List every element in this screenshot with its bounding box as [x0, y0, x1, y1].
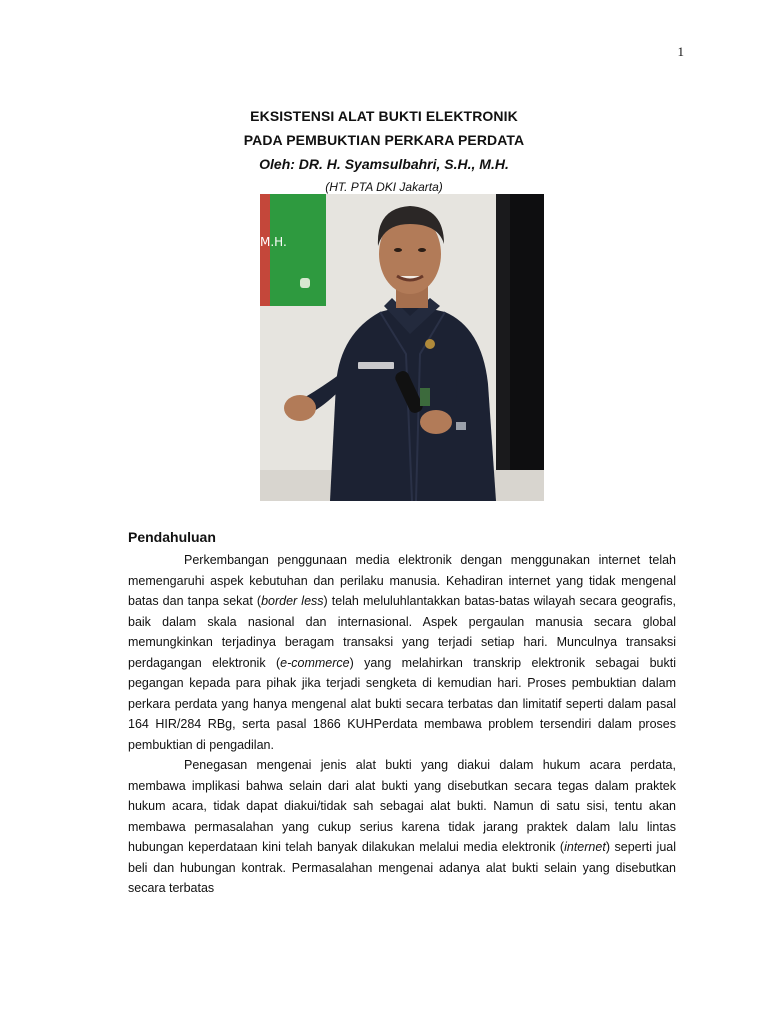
screen-text: M.H. — [260, 235, 287, 249]
author-byline: Oleh: DR. H. Syamsulbahri, S.H., M.H. — [259, 156, 509, 172]
author-affiliation: (HT. PTA DKI Jakarta) — [325, 180, 443, 194]
body-text — [128, 550, 676, 899]
paragraph-2-text-a: Penegasan mengenai jenis alat bukti yang diakui dalam hukum acara perdata, membawa implikasi bahwa selain dari alat bukti yang disebutkan secara tegas dalam praktek hukum acara, tidak dapat diakui/tidak sah sebagai alat bukti. Namun di satu sisi, tentu akan membawa permasalahan yang cukup serius karena tidak jarang praktek dalam lalu lintas hubungan keperdataan kini telah banyak dilakukan melalui media elektronik ( — [128, 758, 676, 854]
paragraph-1-italic-term-2: e-commerce — [280, 655, 350, 670]
paragraph-1 — [128, 550, 676, 755]
author-photo — [260, 194, 544, 501]
document-title-line-1: EKSISTENSI ALAT BUKTI ELEKTRONIK — [250, 108, 518, 124]
paragraph-1-text-c: ) telah meluluhlantakkan batas-batas wilayah secara geografis, baik dalam skala nasional dan internasional. Aspek pergaulan manusia secara global memungkinkan terjadinya beragam transaksi yang terjadi setiap hari. Munculnya transaksi perdagangan elektronik ( — [128, 594, 676, 670]
paragraph-2 — [128, 755, 676, 899]
paragraph-1-text-e: ) yang melahirkan transkrip elektronik sebagai bukti pegangan kepada para pihak jika terjadi sengketa di kemudian hari. Proses pembuktian dalam perkara perdata yang hanya mengenal alat bukti secara terbatas dan limitatif seperti dalam pasal 164 HIR/284 RBg, serta pasal 1866 KUHPerdata membawa problem tersendiri dalam proses pembuktian di pengadilan. — [128, 655, 676, 752]
document-title-line-2: PADA PEMBUKTIAN PERKARA PERDATA — [243, 132, 525, 148]
section-heading: Pendahuluan — [128, 529, 216, 545]
paragraph-1-text-a: Perkembangan penggunaan media elektronik dengan menggunakan internet telah memengaruhi aspek kebutuhan dan perilaku manusia. Kehadiran internet yang tidak mengenal batas dan tanpa sekat ( — [128, 553, 676, 608]
page-number: 1 — [677, 44, 684, 59]
paragraph-2-italic-term: internet — [564, 840, 606, 854]
paragraph-1-italic-term-1: border less — [261, 594, 324, 608]
paragraph-2-text-c: ) seperti jual beli dan hubungan kontrak. Permasalahan mengenai adanya alat bukti selain yang disebutkan secara terbatas — [128, 840, 676, 895]
title-block — [0, 104, 768, 197]
